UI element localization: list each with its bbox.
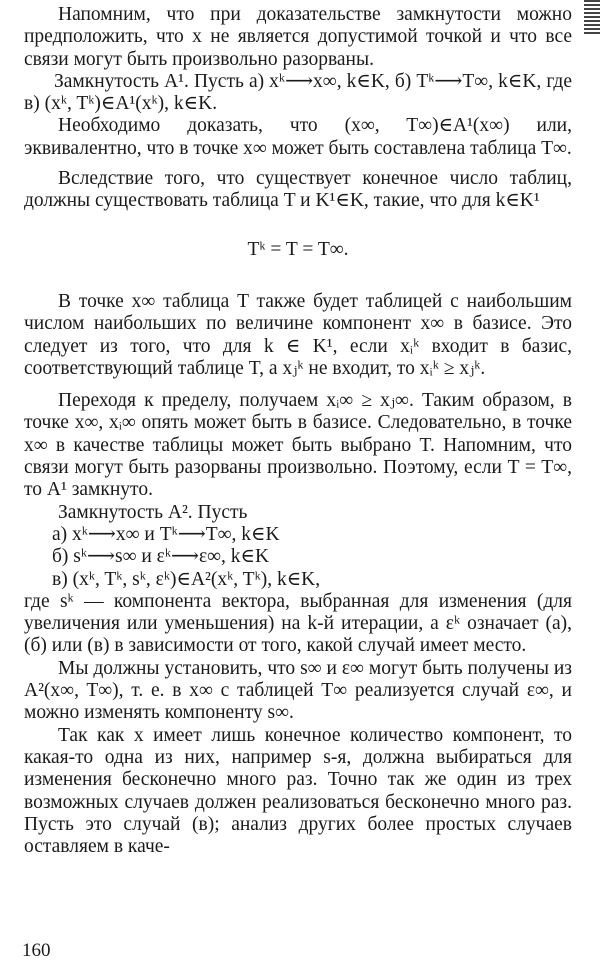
case-c: в) (xᵏ, Tᵏ, sᵏ, εᵏ)∈A²(xᵏ, Tᵏ), k∈K, [52, 568, 321, 590]
case-a: а) xᵏ⟶x∞ и Tᵏ⟶T∞, k∈K [52, 523, 280, 545]
paragraph-where-sk: где sᵏ — компонента вектора, выбранная для изменения (для увеличения или уменьшения) на k-й итерации, а εᵏ означает (а), (б) или (в) в зависимости от того, какой случай имеет место. [24, 590, 572, 657]
scan-edge-mark [584, 0, 600, 34]
closure-a1-heading: Замкнутость A¹. Пусть а) xᵏ⟶x∞, k∈K, б) Tᵏ⟶T∞, k∈K, где в) (xᵏ, Tᵏ)∈A¹(xᵏ), k∈K. [24, 70, 572, 115]
paragraph-finite-components: Так как x имеет лишь конечное количество компонент, то какая-то одна из них, например s-я, должна выбираться для изменения бесконечно много раз. Точно так же один из трех возможных случаев должен реализоваться бесконечно много раз. Пусть это случай (в); анализ других более простых случаев оставляем в каче- [24, 724, 572, 858]
paragraph-finite-tables: Вследствие того, что существует конечное число таблиц, должны существовать таблица T и K¹∈K, такие, что для k∈K¹ [24, 168, 572, 212]
page-number: 160 [22, 940, 51, 961]
paragraph-limit: Переходя к пределу, получаем xᵢ∞ ≥ xⱼ∞. Таким образом, в точке x∞, xᵢ∞ опять может быть в базисе. Следовательно, в точке x∞ в качестве таблицы может быть выбрано T. Напомним, что связи могут быть разорваны произвольно. Поэтому, если T = T∞, то A¹ замкнуто. [24, 390, 572, 501]
paragraph-need-prove: Необходимо доказать, что (x∞, T∞)∈A¹(x∞) или, эквивалентно, что в точке x∞ может быть составлена таблица T∞. [24, 115, 572, 159]
paragraph-intro: Напомним, что при доказательстве замкнутости можно предположить, что x не является допустимой точкой и что все связи могут быть произвольно разорваны. [24, 4, 572, 70]
paragraph-must-establish: Мы должны установить, что s∞ и ε∞ могут быть получены из A²(x∞, T∞), т. е. в x∞ с таблицей T∞ реализуется случай ε∞, и можно изменять компоненту s∞. [24, 657, 572, 724]
paragraph-basis: В точке x∞ таблица T также будет таблицей с наибольшим числом наибольших по величине компонент x∞ в базисе. Это следует из того, что для k ∈ K¹, если xᵢᵏ входит в базис, соответствующий таблице T, а xⱼᵏ не входит, то xᵢᵏ ≥ xⱼᵏ. [24, 290, 572, 379]
case-b: б) sᵏ⟶s∞ и εᵏ⟶ε∞, k∈K [52, 546, 270, 568]
page-body [24, 4, 572, 858]
formula-table-equality: Tᵏ = T = T∞. [247, 238, 349, 260]
closure-a2-heading: Замкнутость A². Пусть [58, 501, 248, 523]
